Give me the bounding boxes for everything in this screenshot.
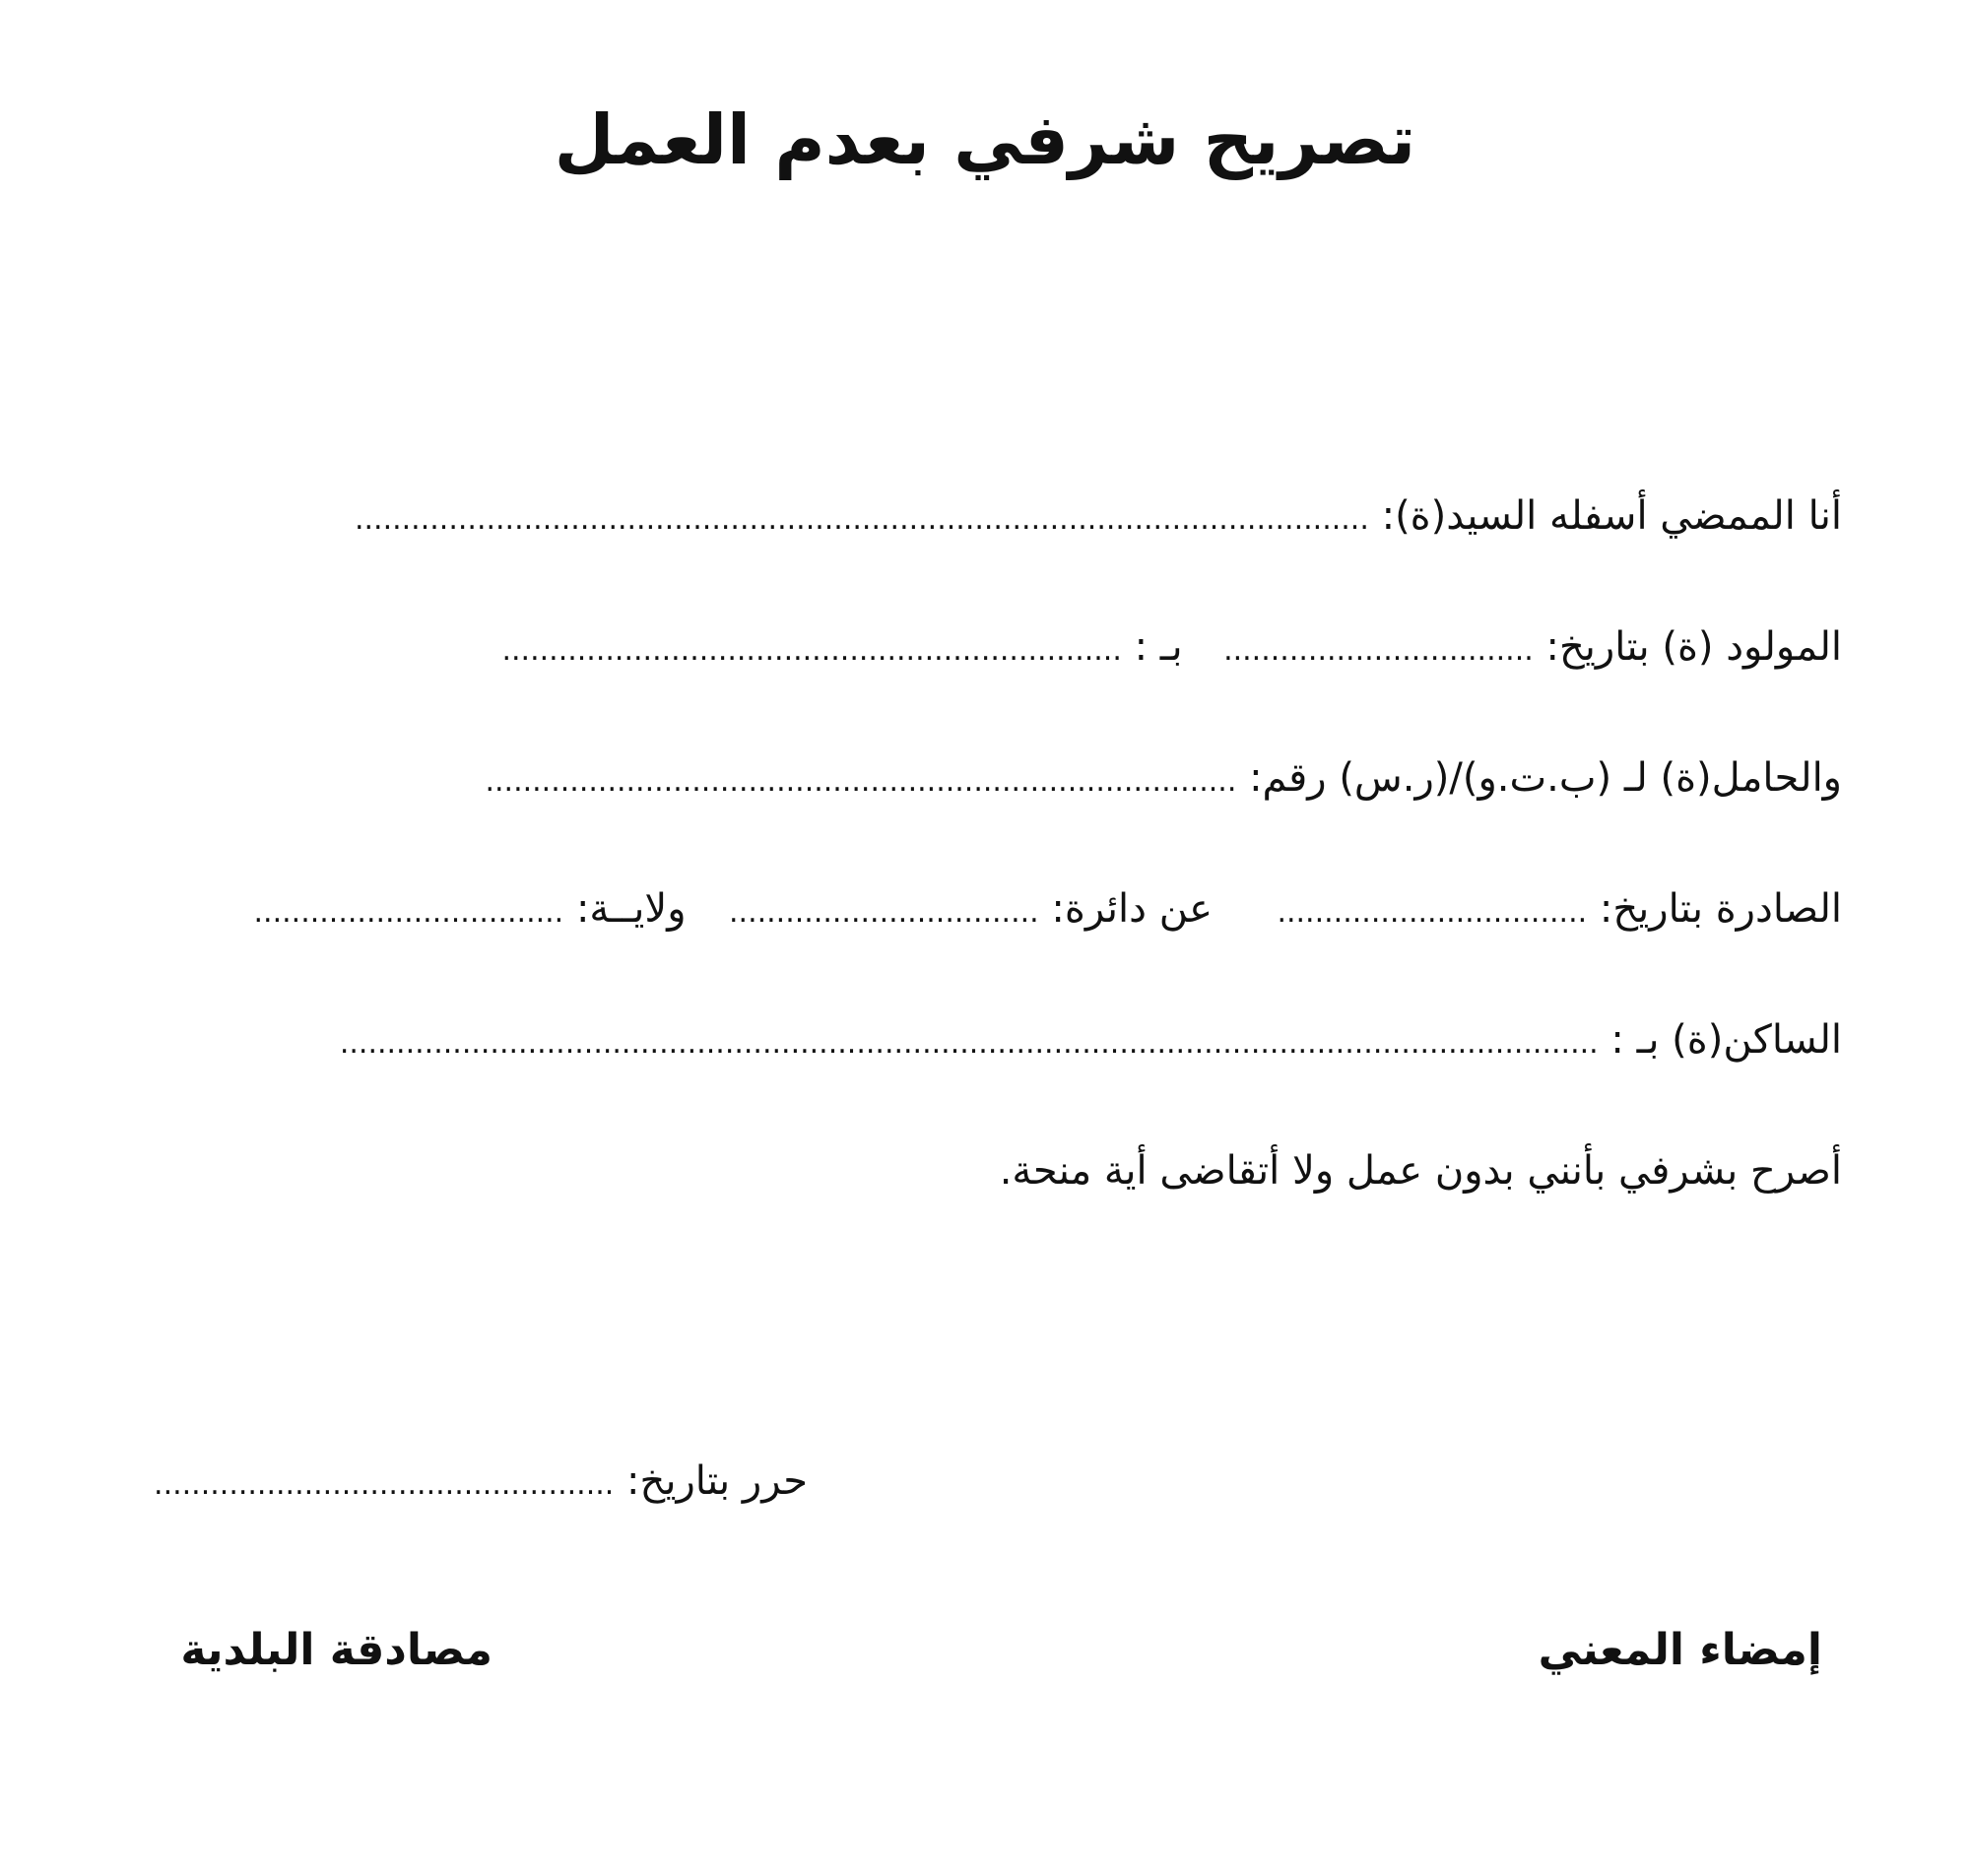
residence-label: الساكن(ة) بـ :	[1610, 1017, 1842, 1063]
document-title: تصريح شرفي بعدم العمل	[554, 99, 1416, 180]
id-card-line	[485, 754, 1842, 802]
id-card-label: والحامل(ة) لـ (ب.ت.و)/(ر.س) رقم:	[1249, 755, 1842, 801]
done-on-date-field: .................................................	[154, 1467, 615, 1502]
birth-date-field: .................................	[1223, 633, 1534, 668]
residence-line	[340, 1016, 1842, 1064]
signature-municipality: مصادقة البلدية	[180, 1625, 492, 1675]
done-on-label: حرر بتاريخ:	[626, 1458, 808, 1504]
undersigned-label: أنا الممضي أسفله السيد(ة):	[1381, 493, 1842, 539]
undersigned-line	[355, 492, 1842, 540]
issued-line	[254, 885, 1842, 933]
declaration-statement: أصرح بشرفي بأنني بدون عمل ولا أتقاضى أية منحة.	[999, 1148, 1842, 1194]
id-card-number-field: ................................................................................	[485, 764, 1237, 799]
birth-place-label: بـ :	[1134, 624, 1183, 670]
district-label: عن دائرة:	[1051, 886, 1214, 932]
birth-date-label: المولود (ة) بتاريخ:	[1545, 624, 1842, 670]
district-field: .................................	[729, 895, 1039, 930]
issue-date-label: الصادرة بتاريخ:	[1599, 886, 1842, 932]
signature-person: إمضاء المعني	[1538, 1625, 1822, 1675]
issue-date-field: .................................	[1277, 895, 1588, 930]
province-label: ولايــة:	[575, 886, 687, 932]
undersigned-name-field: ............................................................................................................	[354, 502, 1369, 537]
birth-place-field: ..................................................................	[501, 633, 1122, 668]
birth-line	[501, 623, 1842, 671]
done-on-line	[154, 1457, 808, 1505]
residence-address-field: ......................................................................................................................................	[339, 1026, 1599, 1061]
province-field: .................................	[253, 895, 564, 930]
